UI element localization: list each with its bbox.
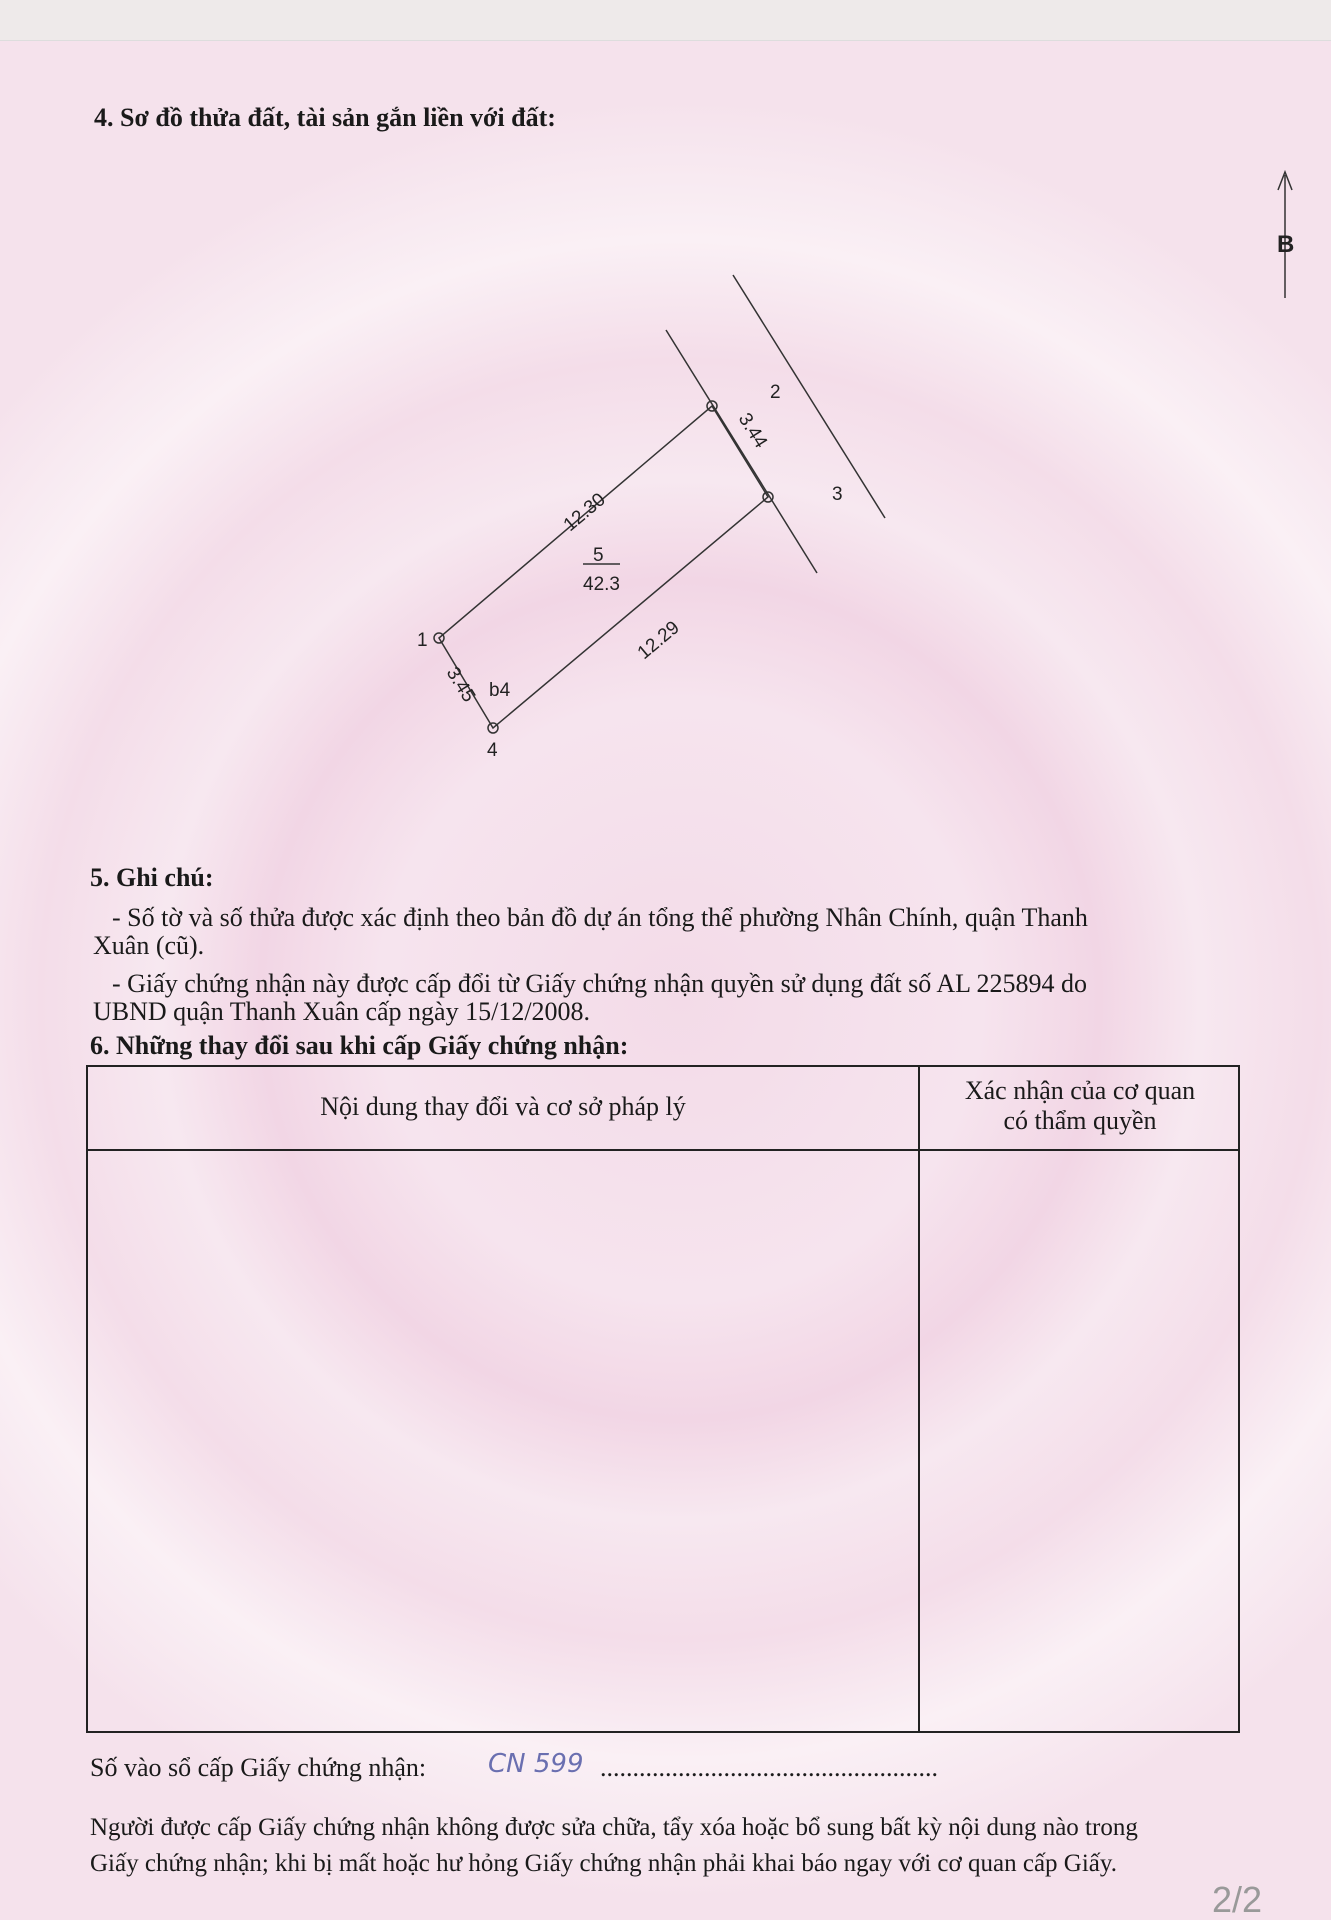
warning-line1: Người được cấp Giấy chứng nhận không được sửa chữa, tẩy xóa hoặc bổ sung bất kỳ nội dung nào trong bbox=[90, 1814, 1138, 1841]
boundary-line-far bbox=[733, 275, 885, 518]
section-6-heading: 6. Những thay đổi sau khi cấp Giấy chứng nhận: bbox=[90, 1031, 629, 1060]
section-4-heading: 4. Sơ đồ thửa đất, tài sản gắn liền với đất: bbox=[94, 103, 556, 132]
edge-length: 12.30 bbox=[559, 489, 610, 536]
header-authority-line2: có thẩm quyền bbox=[1003, 1106, 1157, 1135]
note-1-cont: Xuân (cũ). bbox=[93, 931, 205, 960]
column-divider bbox=[918, 1067, 920, 1731]
page-number: 2/2 bbox=[1212, 1879, 1263, 1920]
header-authority-line1: Xác nhận của cơ quan bbox=[964, 1076, 1196, 1105]
parcel-area: 42.3 bbox=[583, 574, 620, 595]
warning-line2: Giấy chứng nhận; khi bị mất hoặc hư hỏng Giấy chứng nhận phải khai báo ngay với cơ quan cấp Giấy. bbox=[90, 1850, 1118, 1877]
north-label: B bbox=[1277, 231, 1295, 258]
land-plot-diagram bbox=[0, 0, 1331, 900]
note-2: - Giấy chứng nhận này được cấp đổi từ Giấy chứng nhận quyền sử dụng đất số AL 225894 do bbox=[112, 969, 1088, 998]
point-label: 3 bbox=[832, 484, 843, 505]
point-label: 2 bbox=[770, 382, 781, 403]
registry-dots: .................................................... bbox=[600, 1753, 938, 1782]
parcel-number: 5 bbox=[593, 545, 604, 566]
note-1: - Số tờ và số thửa được xác định theo bản đồ dự án tổng thể phường Nhân Chính, quận Thanh bbox=[112, 903, 1088, 932]
boundary-line-near bbox=[666, 330, 817, 573]
edge-length: 3.45 bbox=[441, 663, 480, 707]
diagram-element bbox=[434, 172, 1295, 733]
edge-length: 12.29 bbox=[633, 617, 684, 664]
header-content-changes: Nội dung thay đổi và cơ sở pháp lý bbox=[320, 1092, 686, 1121]
changes-table bbox=[86, 1065, 1240, 1733]
point-label: 4 bbox=[487, 740, 498, 761]
registry-label: Số vào sổ cấp Giấy chứng nhận: bbox=[90, 1753, 427, 1782]
edge-length: 3.44 bbox=[733, 409, 772, 453]
registry-value: CN 599 bbox=[488, 1749, 584, 1779]
adjacent-label: b4 bbox=[489, 680, 511, 701]
table-header bbox=[88, 1067, 1238, 1151]
note-2-cont: UBND quận Thanh Xuân cấp ngày 15/12/2008. bbox=[93, 997, 591, 1026]
section-5-heading: 5. Ghi chú: bbox=[90, 863, 214, 892]
point-label: 1 bbox=[417, 630, 428, 651]
